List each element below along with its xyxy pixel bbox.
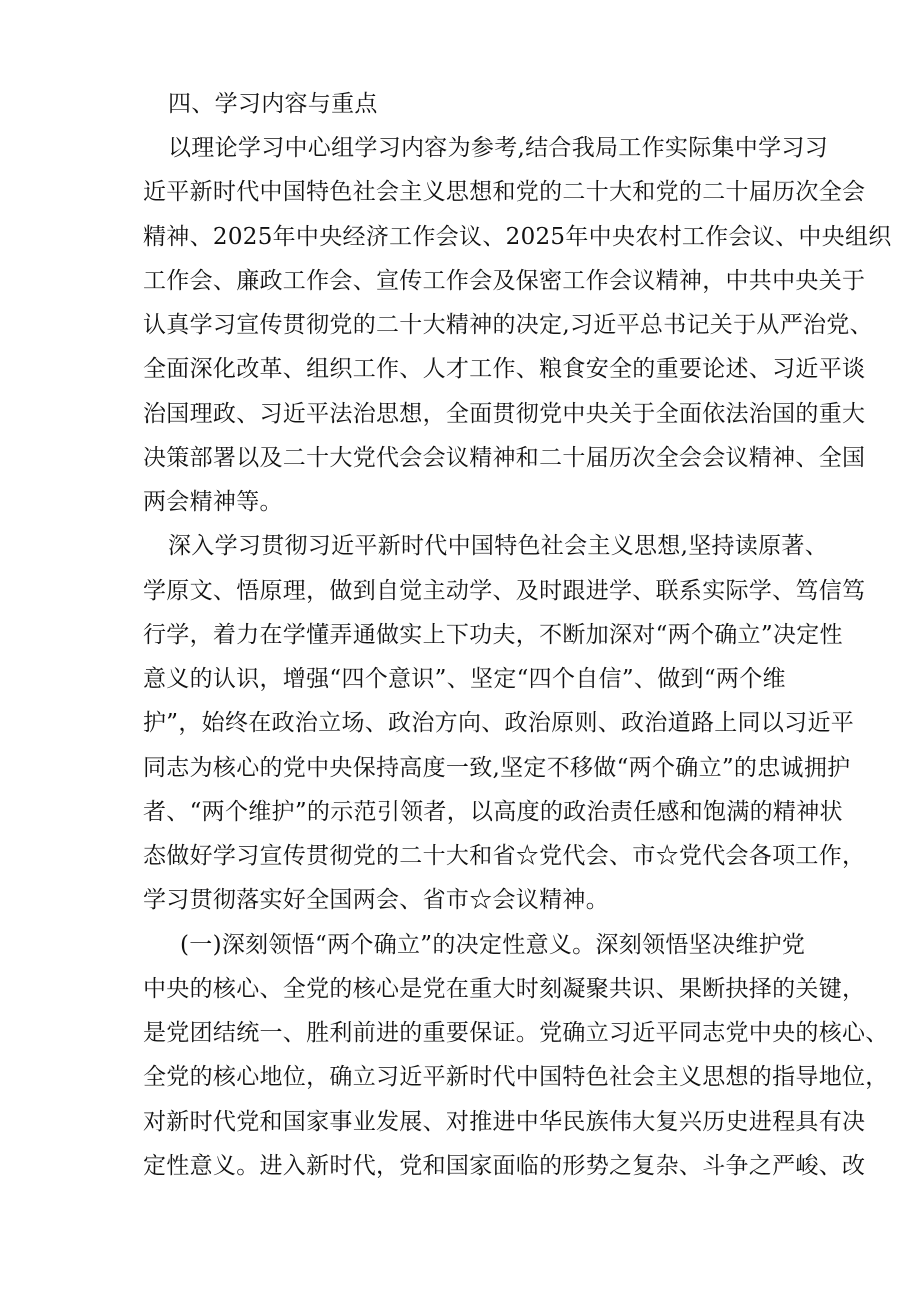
paragraph-line: 学原文、悟原理，做到自觉主动学、及时跟进学、联系实际学、笃信笃: [143, 578, 866, 604]
paragraph-line: 护”，始终在政治立场、政治方向、政治原则、政治道路上同以习近平: [143, 710, 855, 736]
paragraph-line: 精神、2025年中央经济工作会议、2025年中央农村工作会议、中央组织: [143, 224, 892, 250]
paragraph-line: 治国理政、习近平法治思想，全面贯彻党中央关于全面依法治国的重大: [143, 401, 866, 427]
paragraph-line: 同志为核心的党中央保持高度一致,坚定不移做“两个确立”的忠诚拥护: [143, 755, 851, 781]
paragraph-line: 中央的核心、全党的核心是党在重大时刻凝聚共识、果断抉择的关键，: [143, 976, 866, 1002]
paragraph-line: 近平新时代中国特色社会主义思想和党的二十大和党的二十届历次全会: [143, 179, 866, 205]
paragraph-line: 意义的认识，增强“四个意识”、坚定“四个自信”、做到“两个维: [143, 666, 786, 692]
paragraph-line: (一)深刻领悟“两个确立”的决定性意义。深刻领悟坚决维护党: [180, 932, 806, 958]
paragraph-line: 态做好学习宣传贯彻党的二十大和省☆党代会、市☆党代会各项工作，: [143, 843, 866, 869]
paragraph-line: 全党的核心地位，确立习近平新时代中国特色社会主义思想的指导地位，: [143, 1064, 889, 1090]
paragraph-line: 全面深化改革、组织工作、人才工作、粮食安全的重要论述、习近平谈: [143, 356, 866, 382]
paragraph-line: 是党团结统一、胜利前进的重要保证。党确立习近平同志党中央的核心、: [143, 1020, 889, 1046]
paragraph-line: 决策部署以及二十大党代会会议精神和二十届历次全会会议精神、全国: [143, 445, 866, 471]
paragraph-line: 认真学习宣传贯彻党的二十大精神的决定,习近平总书记关于从严治党、: [143, 312, 873, 338]
paragraph-line: 对新时代党和国家事业发展、对推进中华民族伟大复兴历史进程具有决: [143, 1109, 866, 1135]
paragraph-line: 者、“两个维护”的示范引领者，以高度的政治责任感和饱满的精神状: [143, 799, 843, 825]
paragraph-line: 两会精神等。: [143, 489, 283, 515]
paragraph-line: 以理论学习中心组学习内容为参考,结合我局工作实际集中学习习: [168, 135, 829, 161]
paragraph-line: 学习贯彻落实好全国两会、省市☆会议精神。: [143, 887, 609, 913]
section-heading: 四、学习内容与重点: [168, 91, 378, 117]
paragraph-line: 定性意义。进入新时代，党和国家面临的形势之复杂、斗争之严峻、改: [143, 1153, 866, 1179]
paragraph-line: 工作会、廉政工作会、宣传工作会及保密工作会议精神，中共中央关于: [143, 268, 866, 294]
paragraph-line: 深入学习贯彻习近平新时代中国特色社会主义思想,坚持读原著、: [168, 533, 829, 559]
paragraph-line: 行学，着力在学懂弄通做实上下功夫，不断加深对“两个确立”决定性: [143, 622, 843, 648]
